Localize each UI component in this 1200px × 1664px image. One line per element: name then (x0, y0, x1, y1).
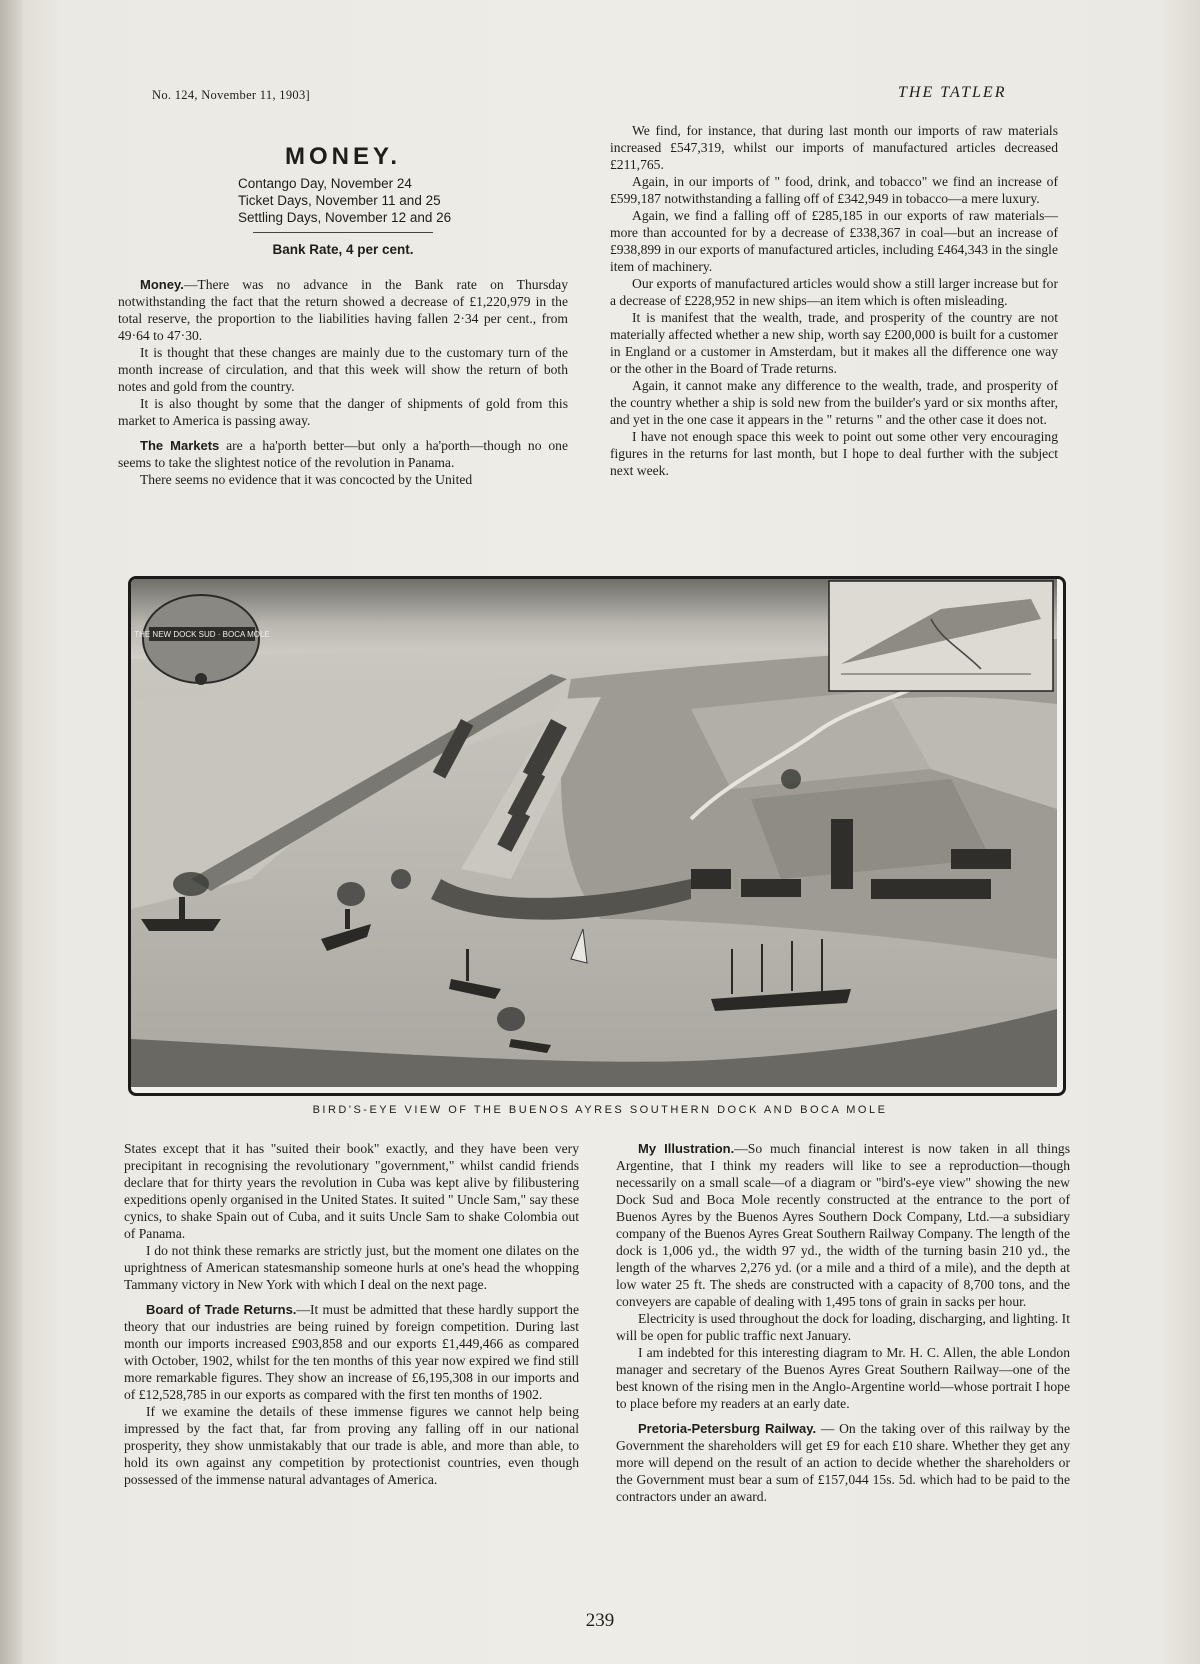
left-top-column (118, 143, 568, 488)
run-in-head: My Illustration. (638, 1141, 735, 1156)
paragraph: Again, we find a falling off of £285,185 in our exports of raw materials—more than accounted for by a decrease of £338,367 in coal—but an increase of £938,899 in our exports of manufactured articles, including £464,343 in the single item of machinery. (610, 208, 1058, 274)
right-top-column (610, 122, 1058, 479)
paragraph: Again, it cannot make any difference to the wealth, trade, and prosperity of the country whether a ship is sold new from the builder's yard or six months after, and yet in the one case it appears in the " returns " and the other case it does not. (610, 378, 1058, 427)
ticket-days: Ticket Days, November 11 and 25 (238, 193, 441, 208)
settling-days: Settling Days, November 12 and 26 (238, 210, 452, 225)
birds-eye-illustration (128, 576, 1066, 1096)
contango-day: Contango Day, November 24 (238, 176, 412, 191)
paragraph: Money.—There was no advance in the Bank rate on Thursday notwithstanding the fact that the return showed a decrease of £1,220,979 in the total reserve, the proportion to the liabilities having fallen 2·34 per cent., from 49·64 to 47·30. (118, 277, 568, 343)
paragraph: It is thought that these changes are mainly due to the customary turn of the month increase of circulation, and that this week will show the return of both notes and gold from the country. (118, 345, 568, 394)
paragraph: The Markets are a ha'porth better—but only a ha'porth—though no one seems to take the slightest notice of the revolution in Panama. (118, 438, 568, 470)
run-in-head: The Markets (140, 438, 220, 453)
section-title: MONEY. (284, 143, 401, 170)
paragraph: We find, for instance, that during last month our imports of raw materials increased £547,319, whilst our imports of manufactured articles decreased £211,765. (610, 123, 1058, 172)
paragraph: Again, in our imports of " food, drink, and tobacco" we find an increase of £599,187 notwithstanding a falling off of £342,949 in tobacco—a mere luxury. (610, 174, 1058, 206)
bank-rate: Bank Rate, 4 per cent. (272, 242, 414, 257)
paragraph: Board of Trade Returns.—It must be admitted that these hardly support the theory that our industries are being ruined by foreign competition. During last month our imports increased £903,858 and our exports £1,449,466 as compared with October, 1902, whilst for the ten months of this year now expired we find still more remarkable figures. They show an increase of £6,195,308 in our imports and of £12,528,785 in our exports as compared with the first ten months of 1902. (124, 1302, 579, 1402)
paragraph: I am indebted for this interesting diagram to Mr. H. C. Allen, the able London manager and secretary of the Buenos Ayres Great Southern Railway—one of the best known of the rising men in the Anglo-Argentine world—whose portrait I hope to place before my readers at an early date. (616, 1345, 1070, 1411)
paragraph: States except that it has "suited their book" exactly, and they have been very precipitant in recognising the revolutionary "government," whilst candid friends declare that for thirty years the revolution in Cuba was kept alive by filibustering expeditions openly organised in the United States. It suited " Uncle Sam," say these cynics, to shake Spain out of Cuba, and it suits Uncle Sam to shake Colombia out of Panama. (124, 1141, 579, 1241)
right-bottom-column (616, 1140, 1070, 1505)
illustration-caption: BIRD'S-EYE VIEW OF THE BUENOS AYRES SOUTHERN DOCK AND BOCA MOLE (312, 1104, 888, 1116)
paragraph: Pretoria-Petersburg Railway. — On the taking over of this railway by the Government the shareholders will get £9 for each £10 share. Whether they get any more will depend on the result of an action to decide whether the shareholders or the Government must bear a sum of £157,044 15s. 5d. which had to be paid to the contractors under an award. (616, 1421, 1071, 1504)
issue-line: No. 124, November 11, 1903] (152, 88, 310, 102)
rule-divider (253, 232, 433, 233)
magazine-title: THE TATLER (898, 84, 1007, 101)
page-binding-shadow (0, 0, 22, 1664)
paragraph: My Illustration.—So much financial interest is now taken in all things Argentine, that I think my readers will like to see a reproduction—though necessarily on a small scale—of a diagram or "bird's-eye view" showing the new Dock Sud and Boca Mole recently constructed at the entrance to the port of Buenos Ayres by the Buenos Ayres Southern Dock Company, Ltd.—a subsidiary company of the Buenos Ayres Great Southern Railway Company. The length of the dock is 1,006 yd., the width 97 yd., the width of the turning basin 210 yd., the length of the wharves 2,276 yd. (or a mile and a third of a mile), and the depth at low water 25 ft. The sheds are constructed with a capacity of 8,700 tons, and the conveyers are capable of dealing with 1,495 tons of grain in sacks per hour. (616, 1141, 1070, 1309)
paragraph: It is also thought by some that the danger of shipments of gold from this market to America is passing away. (118, 396, 568, 428)
left-bottom-column (124, 1140, 579, 1488)
paragraph: Our exports of manufactured articles would show a still larger increase but for a decrease of £228,952 in new ships—an item which is often misleading. (610, 276, 1058, 308)
paragraph: If we examine the details of these immense figures we cannot help being impressed by the fact that, far from proving any falling off in our national prosperity, they show unmistakably that our trade is able, and more than able, to hold its own against any competition by protectionist countries, even though possessed of the immense natural advantages of America. (124, 1404, 579, 1487)
run-in-head: Board of Trade Returns. (146, 1302, 297, 1317)
page-number: 239 (585, 1610, 615, 1631)
paragraph: I do not think these remarks are strictly just, but the moment one dilates on the uprightness of American statesmanship someone hurls at one's head the whopping Tammany victory in New York with which I deal on the next page. (124, 1243, 579, 1292)
run-in-head: Pretoria-Petersburg Railway. (638, 1421, 817, 1436)
crest-text: THE NEW DOCK SUD · BOCA MOLE (134, 630, 270, 639)
dock-engraving (131, 579, 1057, 1087)
run-in-head: Money. (140, 277, 184, 292)
paragraph: I have not enough space this week to point out some other very encouraging figures in the returns for last month, but I hope to deal further with the subject next week. (610, 429, 1058, 478)
paragraph: There seems no evidence that it was concocted by the United (140, 472, 473, 487)
paragraph: Electricity is used throughout the dock for loading, discharging, and lighting. It will be open for public traffic next January. (616, 1311, 1070, 1343)
paragraph: It is manifest that the wealth, trade, and prosperity of the country are not materially affected whether a new ship, worth say £200,000 is built for a customer in England or a customer in Amsterdam, but it makes all the difference one way or the other in the Board of Trade returns. (610, 310, 1058, 376)
